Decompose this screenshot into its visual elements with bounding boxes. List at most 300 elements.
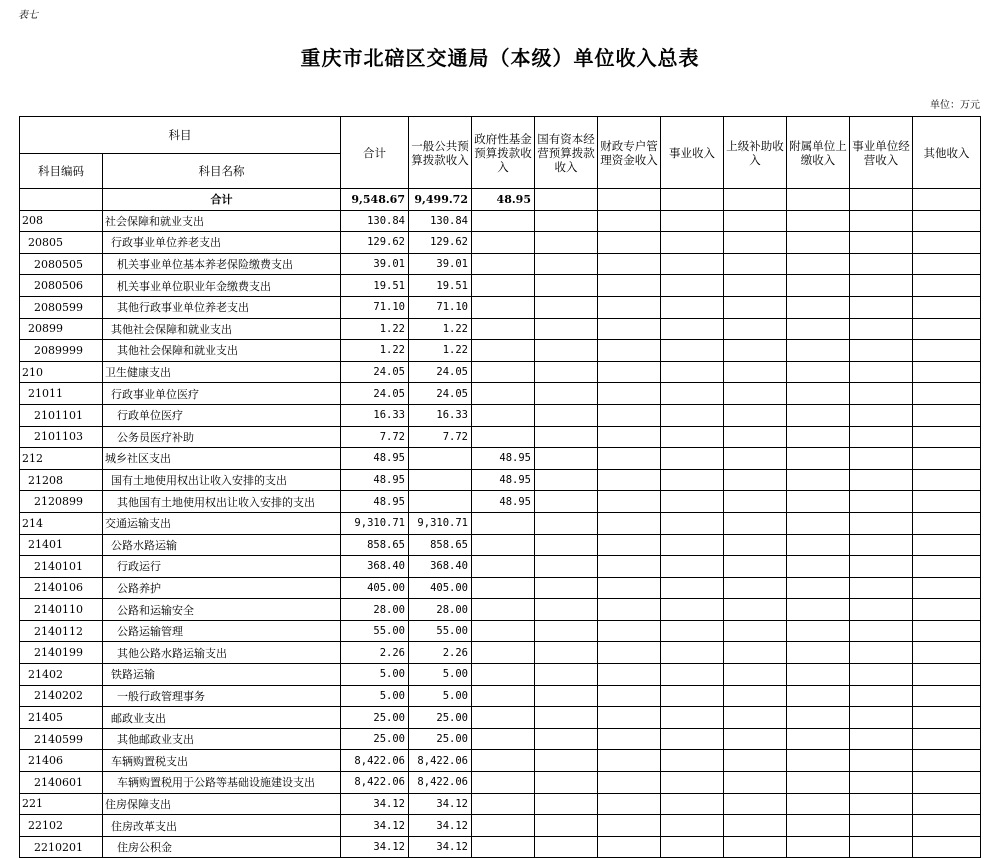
empty-cell [598, 793, 661, 815]
subject-name: 行政事业单位医疗 [103, 383, 341, 405]
subject-code: 20899 [20, 318, 103, 340]
amount-general [409, 448, 472, 470]
empty-cell [913, 664, 981, 686]
empty-cell [535, 620, 598, 642]
amount-general: 24.05 [409, 383, 472, 405]
subject-code: 2140110 [20, 599, 103, 621]
amount-total: 8,422.06 [341, 750, 409, 772]
amount-total: 1.22 [341, 318, 409, 340]
table-tag: 表七 [18, 10, 38, 21]
empty-cell [850, 383, 913, 405]
empty-cell [535, 728, 598, 750]
table-row [20, 426, 981, 448]
empty-cell [913, 469, 981, 491]
empty-cell [787, 772, 850, 794]
amount-fund [472, 685, 535, 707]
unit-label: 单位：万元 [930, 100, 980, 111]
empty-cell [724, 750, 787, 772]
table-row [20, 275, 981, 297]
empty-cell [787, 275, 850, 297]
subject-name: 行政事业单位养老支出 [103, 232, 341, 254]
amount-total: 28.00 [341, 599, 409, 621]
table-row [20, 793, 981, 815]
empty-cell [913, 296, 981, 318]
subject-code: 2089999 [20, 340, 103, 362]
amount-total: 19.51 [341, 275, 409, 297]
empty-cell [787, 599, 850, 621]
amount-general: 19.51 [409, 275, 472, 297]
header-col-operating: 事业单位经营收入 [850, 117, 913, 189]
empty-cell [661, 469, 724, 491]
empty-cell [724, 664, 787, 686]
subject-name: 车辆购置税用于公路等基础设施建设支出 [103, 772, 341, 794]
empty-cell [787, 491, 850, 513]
subject-name: 行政运行 [103, 556, 341, 578]
empty-cell [913, 253, 981, 275]
subject-code: 2140101 [20, 556, 103, 578]
empty-cell [661, 685, 724, 707]
empty-cell [661, 772, 724, 794]
subject-code: 214 [20, 512, 103, 534]
subject-name: 住房改革支出 [103, 815, 341, 837]
empty-cell [598, 577, 661, 599]
table-row [20, 556, 981, 578]
amount-total: 71.10 [341, 296, 409, 318]
empty-cell [850, 728, 913, 750]
amount-general: 55.00 [409, 620, 472, 642]
empty-cell [535, 383, 598, 405]
amount-general: 34.12 [409, 815, 472, 837]
subject-name: 交通运输支出 [103, 512, 341, 534]
empty-cell [535, 577, 598, 599]
empty-cell [724, 772, 787, 794]
amount-total: 7.72 [341, 426, 409, 448]
empty-cell [724, 556, 787, 578]
subject-name: 其他社会保障和就业支出 [103, 340, 341, 362]
empty-cell [913, 189, 981, 211]
subject-name: 社会保障和就业支出 [103, 210, 341, 232]
amount-fund [472, 340, 535, 362]
empty-cell [787, 728, 850, 750]
table-row [20, 512, 981, 534]
amount-total: 34.12 [341, 793, 409, 815]
subject-name: 公路和运输安全 [103, 599, 341, 621]
empty-cell [724, 728, 787, 750]
empty-cell [724, 469, 787, 491]
table-row [20, 340, 981, 362]
subject-code: 2120899 [20, 491, 103, 513]
table-row [20, 318, 981, 340]
empty-cell [913, 815, 981, 837]
empty-cell [535, 275, 598, 297]
empty-cell [850, 685, 913, 707]
subject-code: 2101101 [20, 404, 103, 426]
amount-fund [472, 383, 535, 405]
empty-cell [535, 469, 598, 491]
total-label: 合计 [103, 189, 341, 211]
empty-cell [598, 836, 661, 858]
empty-cell [598, 556, 661, 578]
amount-general: 34.12 [409, 793, 472, 815]
empty-cell [787, 296, 850, 318]
empty-cell [598, 210, 661, 232]
subject-code: 21405 [20, 707, 103, 729]
empty-cell [535, 750, 598, 772]
subject-name: 其他公路水路运输支出 [103, 642, 341, 664]
amount-fund [472, 275, 535, 297]
empty-cell [787, 340, 850, 362]
subject-name: 公路养护 [103, 577, 341, 599]
empty-cell [598, 620, 661, 642]
empty-cell [724, 232, 787, 254]
empty-cell [724, 491, 787, 513]
empty-cell [913, 534, 981, 556]
table-row [20, 620, 981, 642]
total-sum: 9,548.67 [341, 189, 409, 211]
amount-general: 8,422.06 [409, 772, 472, 794]
amount-total: 129.62 [341, 232, 409, 254]
empty-cell [724, 793, 787, 815]
subject-code: 221 [20, 793, 103, 815]
empty-cell [850, 189, 913, 211]
empty-cell [787, 210, 850, 232]
empty-cell [850, 210, 913, 232]
amount-fund [472, 815, 535, 837]
empty-cell [598, 815, 661, 837]
amount-fund [472, 232, 535, 254]
empty-cell [535, 210, 598, 232]
empty-cell [724, 448, 787, 470]
amount-total: 8,422.06 [341, 772, 409, 794]
amount-general: 9,310.71 [409, 512, 472, 534]
empty-cell [913, 793, 981, 815]
empty-cell [535, 404, 598, 426]
empty-cell [850, 577, 913, 599]
amount-general: 39.01 [409, 253, 472, 275]
empty-cell [850, 793, 913, 815]
empty-cell [598, 512, 661, 534]
empty-cell [535, 253, 598, 275]
empty-cell [787, 361, 850, 383]
empty-cell [724, 383, 787, 405]
subject-name: 其他国有土地使用权出让收入安排的支出 [103, 491, 341, 513]
empty-cell [535, 189, 598, 211]
subject-name: 邮政业支出 [103, 707, 341, 729]
empty-cell [913, 340, 981, 362]
amount-total: 48.95 [341, 469, 409, 491]
header-col-total: 合计 [341, 117, 409, 189]
empty-cell [661, 275, 724, 297]
header-name: 科目名称 [103, 154, 341, 189]
subject-name: 行政单位医疗 [103, 404, 341, 426]
empty-cell [787, 448, 850, 470]
empty-cell [724, 404, 787, 426]
empty-cell [598, 318, 661, 340]
subject-code: 21406 [20, 750, 103, 772]
amount-total: 34.12 [341, 815, 409, 837]
subject-code: 21208 [20, 469, 103, 491]
amount-total: 24.05 [341, 383, 409, 405]
empty-cell [850, 815, 913, 837]
amount-total: 5.00 [341, 685, 409, 707]
subject-code: 2140112 [20, 620, 103, 642]
empty-cell [661, 361, 724, 383]
empty-cell [661, 318, 724, 340]
amount-general: 25.00 [409, 728, 472, 750]
empty-cell [598, 599, 661, 621]
empty-cell [850, 426, 913, 448]
empty-cell [787, 556, 850, 578]
empty-cell [913, 620, 981, 642]
empty-cell [724, 534, 787, 556]
amount-general: 368.40 [409, 556, 472, 578]
empty-cell [661, 210, 724, 232]
amount-total: 24.05 [341, 361, 409, 383]
amount-total: 5.00 [341, 664, 409, 686]
empty-cell [913, 772, 981, 794]
empty-cell [661, 448, 724, 470]
subject-code: 2140601 [20, 772, 103, 794]
amount-fund [472, 642, 535, 664]
subject-name: 其他行政事业单位养老支出 [103, 296, 341, 318]
table-row [20, 577, 981, 599]
subject-name: 公路运输管理 [103, 620, 341, 642]
empty-cell [598, 232, 661, 254]
empty-cell [535, 664, 598, 686]
empty-cell [850, 750, 913, 772]
empty-cell [598, 404, 661, 426]
empty-cell [724, 253, 787, 275]
amount-total: 16.33 [341, 404, 409, 426]
empty-cell [850, 361, 913, 383]
amount-total: 9,310.71 [341, 512, 409, 534]
subject-name: 铁路运输 [103, 664, 341, 686]
empty-cell [598, 189, 661, 211]
amount-fund [472, 750, 535, 772]
amount-fund [472, 664, 535, 686]
table-row [20, 772, 981, 794]
empty-cell [787, 318, 850, 340]
empty-cell [724, 340, 787, 362]
amount-fund [472, 599, 535, 621]
empty-cell [535, 318, 598, 340]
empty-cell [850, 340, 913, 362]
empty-cell [787, 469, 850, 491]
amount-fund [472, 318, 535, 340]
empty-cell [913, 491, 981, 513]
amount-fund [472, 296, 535, 318]
table-row [20, 685, 981, 707]
amount-fund [472, 534, 535, 556]
amount-total: 48.95 [341, 491, 409, 513]
amount-general: 129.62 [409, 232, 472, 254]
amount-fund [472, 556, 535, 578]
amount-total: 48.95 [341, 448, 409, 470]
empty-cell [724, 815, 787, 837]
empty-cell [535, 361, 598, 383]
empty-cell [724, 296, 787, 318]
empty-cell [535, 599, 598, 621]
subject-code: 22102 [20, 815, 103, 837]
empty-cell [913, 383, 981, 405]
subject-name: 住房保障支出 [103, 793, 341, 815]
empty-cell [535, 793, 598, 815]
empty-cell [724, 707, 787, 729]
subject-name: 公务员医疗补助 [103, 426, 341, 448]
empty-cell [787, 750, 850, 772]
amount-total: 25.00 [341, 707, 409, 729]
subject-name: 公路水路运输 [103, 534, 341, 556]
empty-cell [598, 340, 661, 362]
amount-fund [472, 707, 535, 729]
table-row [20, 750, 981, 772]
empty-cell [661, 232, 724, 254]
amount-fund [472, 253, 535, 275]
subject-code: 2140599 [20, 728, 103, 750]
amount-general: 16.33 [409, 404, 472, 426]
empty-cell [535, 491, 598, 513]
empty-cell [661, 620, 724, 642]
amount-fund [472, 426, 535, 448]
amount-fund: 48.95 [472, 491, 535, 513]
empty-cell [598, 469, 661, 491]
empty-cell [535, 426, 598, 448]
amount-fund [472, 728, 535, 750]
subject-name: 国有土地使用权出让收入安排的支出 [103, 469, 341, 491]
amount-fund [472, 512, 535, 534]
table-row [20, 664, 981, 686]
empty-cell [850, 232, 913, 254]
empty-cell [661, 512, 724, 534]
amount-general: 25.00 [409, 707, 472, 729]
empty-cell [913, 275, 981, 297]
empty-cell [850, 620, 913, 642]
empty-cell [913, 750, 981, 772]
subject-code: 212 [20, 448, 103, 470]
subject-code: 210 [20, 361, 103, 383]
amount-total: 405.00 [341, 577, 409, 599]
empty-cell [661, 664, 724, 686]
amount-fund [472, 404, 535, 426]
amount-general: 405.00 [409, 577, 472, 599]
amount-total: 39.01 [341, 253, 409, 275]
empty-cell [661, 642, 724, 664]
subject-name: 其他社会保障和就业支出 [103, 318, 341, 340]
empty-cell [913, 512, 981, 534]
empty-cell [724, 620, 787, 642]
total-fund: 48.95 [472, 189, 535, 211]
empty-cell [913, 232, 981, 254]
subject-name: 卫生健康支出 [103, 361, 341, 383]
empty-cell [850, 275, 913, 297]
amount-fund [472, 361, 535, 383]
amount-fund [472, 793, 535, 815]
amount-general: 24.05 [409, 361, 472, 383]
empty-cell [598, 664, 661, 686]
empty-cell [535, 556, 598, 578]
amount-fund [472, 620, 535, 642]
empty-cell [661, 534, 724, 556]
header-code: 科目编码 [20, 154, 103, 189]
subject-code: 21401 [20, 534, 103, 556]
empty-cell [724, 189, 787, 211]
header-col-affiliated: 附属单位上缴收入 [787, 117, 850, 189]
empty-cell [913, 836, 981, 858]
empty-cell [850, 448, 913, 470]
subject-code: 21011 [20, 383, 103, 405]
amount-general: 7.72 [409, 426, 472, 448]
empty-cell [850, 599, 913, 621]
empty-cell [787, 383, 850, 405]
empty-cell [913, 210, 981, 232]
empty-cell [535, 642, 598, 664]
total-code-cell [20, 189, 103, 211]
empty-cell [598, 361, 661, 383]
empty-cell [598, 448, 661, 470]
empty-cell [535, 534, 598, 556]
empty-cell [598, 728, 661, 750]
amount-fund: 48.95 [472, 469, 535, 491]
table-row [20, 815, 981, 837]
empty-cell [598, 296, 661, 318]
empty-cell [913, 599, 981, 621]
subject-code: 2101103 [20, 426, 103, 448]
empty-cell [535, 707, 598, 729]
empty-cell [661, 793, 724, 815]
empty-cell [598, 707, 661, 729]
amount-general: 2.26 [409, 642, 472, 664]
empty-cell [850, 664, 913, 686]
empty-cell [787, 836, 850, 858]
empty-cell [661, 599, 724, 621]
page-title: 重庆市北碚区交通局（本级）单位收入总表 [300, 46, 700, 70]
amount-fund [472, 210, 535, 232]
table-row [20, 232, 981, 254]
empty-cell [535, 296, 598, 318]
table-row [20, 404, 981, 426]
empty-cell [913, 642, 981, 664]
amount-general: 1.22 [409, 340, 472, 362]
empty-cell [535, 512, 598, 534]
empty-cell [598, 685, 661, 707]
empty-cell [661, 253, 724, 275]
subject-code: 208 [20, 210, 103, 232]
empty-cell [850, 556, 913, 578]
subject-name: 机关事业单位职业年金缴费支出 [103, 275, 341, 297]
amount-general: 28.00 [409, 599, 472, 621]
subject-name: 车辆购置税支出 [103, 750, 341, 772]
empty-cell [850, 253, 913, 275]
empty-cell [598, 642, 661, 664]
table-row [20, 383, 981, 405]
empty-cell [598, 491, 661, 513]
empty-cell [850, 469, 913, 491]
empty-cell [661, 340, 724, 362]
table-row [20, 599, 981, 621]
empty-cell [724, 512, 787, 534]
empty-cell [724, 210, 787, 232]
amount-total: 2.26 [341, 642, 409, 664]
empty-cell [598, 275, 661, 297]
empty-cell [850, 642, 913, 664]
empty-cell [598, 772, 661, 794]
empty-cell [535, 448, 598, 470]
empty-cell [598, 750, 661, 772]
subject-code: 2140202 [20, 685, 103, 707]
amount-general: 1.22 [409, 318, 472, 340]
empty-cell [913, 404, 981, 426]
empty-cell [850, 707, 913, 729]
